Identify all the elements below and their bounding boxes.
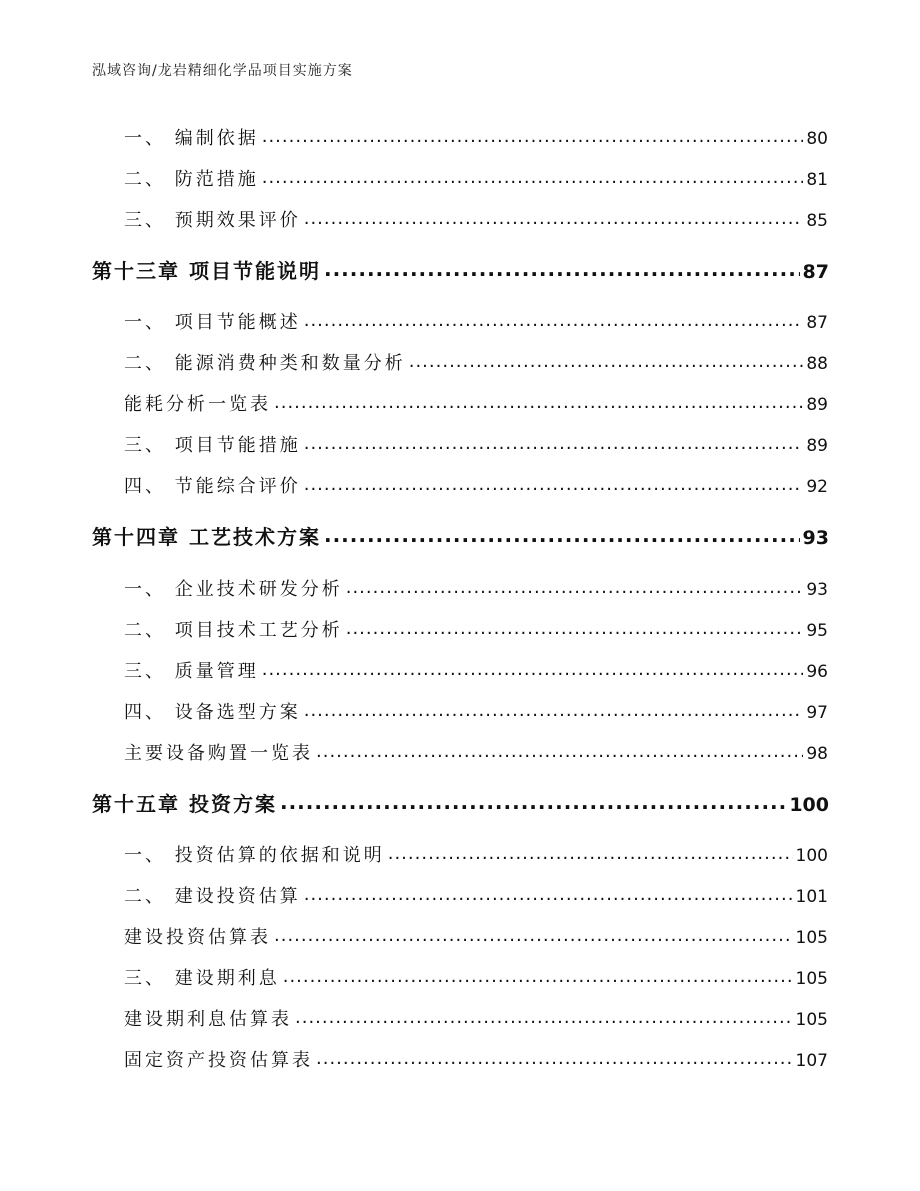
toc-chapter-label: 第十五章 投资方案 <box>92 792 277 816</box>
dot-leader <box>262 126 804 144</box>
dot-leader <box>295 1007 793 1025</box>
toc-entry-page: 107 <box>795 1051 828 1071</box>
toc-entry[interactable] <box>124 206 828 232</box>
dot-leader <box>262 659 804 677</box>
toc-entry-page: 95 <box>806 621 828 641</box>
toc-entry-label: 一、 投资估算的依据和说明 <box>124 845 385 866</box>
toc-entry[interactable] <box>124 882 828 908</box>
toc-chapter[interactable] <box>92 255 829 284</box>
toc-entry-page: 87 <box>806 313 828 333</box>
toc-entry-label: 一、 编制依据 <box>124 128 259 149</box>
toc-entry[interactable] <box>124 1046 828 1072</box>
toc-entry-label: 一、 企业技术研发分析 <box>124 579 343 600</box>
toc-entry-label: 固定资产投资估算表 <box>124 1050 313 1071</box>
toc-entry-page: 100 <box>795 846 828 866</box>
toc-entry-page: 105 <box>795 1010 828 1030</box>
dot-leader <box>304 474 804 492</box>
dot-leader <box>409 351 804 369</box>
toc-entry[interactable] <box>124 165 828 191</box>
toc-entry-label: 主要设备购置一览表 <box>124 743 313 764</box>
dot-leader <box>274 392 803 410</box>
dot-leader <box>304 208 804 226</box>
toc-entry-page: 105 <box>795 928 828 948</box>
dot-leader <box>262 167 804 185</box>
dot-leader <box>280 791 786 811</box>
toc-chapter-page: 93 <box>802 527 829 549</box>
dot-leader <box>324 524 800 544</box>
toc-entry-label: 一、 项目节能概述 <box>124 312 301 333</box>
dot-leader <box>304 884 793 902</box>
dot-leader <box>304 433 804 451</box>
toc-entry-label: 四、 设备选型方案 <box>124 702 301 723</box>
dot-leader <box>346 577 804 595</box>
toc-entry-page: 81 <box>806 170 828 190</box>
dot-leader <box>304 700 804 718</box>
toc-entry-page: 93 <box>806 580 828 600</box>
dot-leader <box>316 741 803 759</box>
toc-entry-label: 三、 质量管理 <box>124 661 259 682</box>
toc-entry[interactable] <box>124 616 828 642</box>
toc-chapter[interactable] <box>92 788 829 817</box>
toc-chapter-label: 第十四章 工艺技术方案 <box>92 525 321 549</box>
toc-entry[interactable] <box>124 308 828 334</box>
toc-entry-page: 89 <box>806 395 828 415</box>
toc-entry-label: 二、 防范措施 <box>124 169 259 190</box>
dot-leader <box>283 966 793 984</box>
toc-entry[interactable] <box>124 390 828 416</box>
toc-entry-label: 三、 建设期利息 <box>124 968 280 989</box>
toc-chapter-page: 87 <box>802 261 829 283</box>
toc-entry-label: 三、 预期效果评价 <box>124 210 301 231</box>
dot-leader <box>304 310 804 328</box>
toc-entry-label: 能耗分析一览表 <box>124 394 271 415</box>
toc-entry[interactable] <box>124 698 828 724</box>
dot-leader <box>324 258 800 278</box>
page-header: 泓域咨询/龙岩精细化学品项目实施方案 <box>92 63 353 79</box>
toc-entry-page: 85 <box>806 211 828 231</box>
toc-entry-label: 二、 建设投资估算 <box>124 886 301 907</box>
dot-leader <box>274 925 793 943</box>
toc-entry-page: 96 <box>806 662 828 682</box>
toc-entry-label: 二、 项目技术工艺分析 <box>124 620 343 641</box>
toc-chapter-page: 100 <box>789 794 829 816</box>
toc-entry[interactable] <box>124 124 828 150</box>
toc-entry-page: 101 <box>795 887 828 907</box>
toc-entry-page: 92 <box>806 477 828 497</box>
toc-entry-label: 四、 节能综合评价 <box>124 476 301 497</box>
toc-entry-label: 三、 项目节能措施 <box>124 435 301 456</box>
toc-entry[interactable] <box>124 964 828 990</box>
toc-entry-page: 80 <box>806 129 828 149</box>
toc-entry[interactable] <box>124 739 828 765</box>
toc-entry[interactable] <box>124 575 828 601</box>
toc-entry[interactable] <box>124 1005 828 1031</box>
toc-entry-page: 105 <box>795 969 828 989</box>
toc-chapter[interactable] <box>92 521 829 550</box>
toc-entry-page: 97 <box>806 703 828 723</box>
dot-leader <box>346 618 804 636</box>
dot-leader <box>388 843 793 861</box>
toc-entry[interactable] <box>124 841 828 867</box>
toc-entry-label: 建设期利息估算表 <box>124 1009 292 1030</box>
toc-entry[interactable] <box>124 472 828 498</box>
dot-leader <box>316 1048 793 1066</box>
toc-entry-page: 98 <box>806 744 828 764</box>
toc-entry[interactable] <box>124 431 828 457</box>
toc-entry-label: 二、 能源消费种类和数量分析 <box>124 353 406 374</box>
toc-entry[interactable] <box>124 349 828 375</box>
toc-entry-page: 89 <box>806 436 828 456</box>
toc-entry[interactable] <box>124 657 828 683</box>
toc-chapter-label: 第十三章 项目节能说明 <box>92 259 321 283</box>
toc-entry-label: 建设投资估算表 <box>124 927 271 948</box>
toc-entry-page: 88 <box>806 354 828 374</box>
toc-entry[interactable] <box>124 923 828 949</box>
